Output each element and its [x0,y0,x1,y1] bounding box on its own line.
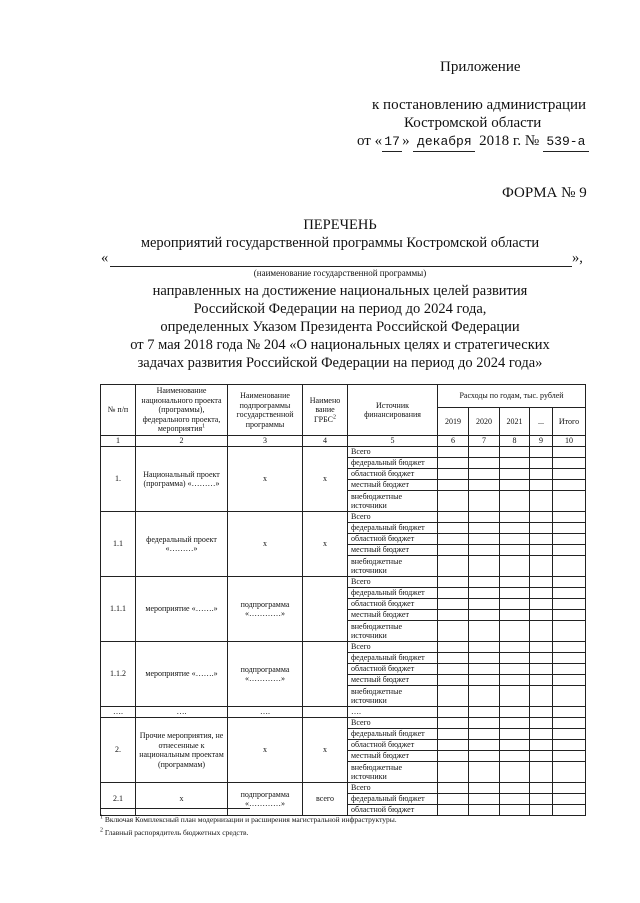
amount-cell [469,458,500,469]
amount-cell [500,718,530,729]
col-number: 4 [303,436,348,447]
col-number: 1 [101,436,136,447]
amount-cell [469,729,500,740]
amount-cell [530,447,553,458]
amount-cell [500,805,530,816]
footnote-separator [100,808,250,809]
amount-cell [530,729,553,740]
amount-cell [438,762,469,783]
amount-cell [438,621,469,642]
source-cell: Всего [348,718,438,729]
row-number: 1.1 [101,512,136,577]
amount-cell [500,762,530,783]
amount-cell [530,664,553,675]
source-cell: Всего [348,577,438,588]
region-line: Костромской области [404,115,542,131]
amount-cell [530,534,553,545]
row-name: Национальный проект (программа) «………» [136,447,228,512]
col-number: 2 [136,436,228,447]
amount-cell [553,610,586,621]
amount-cell [438,556,469,577]
footnote-2 [100,828,248,837]
program-caption: (наименование государственной программы) [253,268,427,278]
col-number: 9 [530,436,553,447]
amount-cell [500,783,530,794]
row-number: 2.1 [101,783,136,816]
footnote-1-mark: 1 [100,814,103,821]
row-subprogram: подпрограмма «…………» [228,783,303,816]
source-cell: Всего [348,512,438,523]
row-name: федеральный проект «………» [136,512,228,577]
row-name: мероприятие «…….» [136,642,228,707]
title-line5: определенных Указом Президента Российской Федерации [160,319,520,335]
amount-cell [530,523,553,534]
col-number: 6 [438,436,469,447]
amount-cell [530,599,553,610]
footnote-2-text: Главный распорядитель бюджетных средств. [104,828,249,837]
amount-cell [438,718,469,729]
amount-cell [530,762,553,783]
amount-cell [553,729,586,740]
ellipsis-cell: …. [136,707,228,718]
row-name: х [136,783,228,816]
amount-cell [530,707,553,718]
amount-cell [438,783,469,794]
amount-cell [530,556,553,577]
source-cell: местный бюджет [348,610,438,621]
date-day: 17 [382,133,402,152]
amount-cell [469,534,500,545]
amount-cell [553,599,586,610]
col-grbs-header-text: Наимено вание ГРБС [309,395,341,424]
resolution-date-line [357,132,589,152]
amount-cell [553,653,586,664]
row-grbs [303,642,348,707]
source-cell: федеральный бюджет [348,794,438,805]
footnote-1 [100,815,397,824]
row-subprogram: подпрограмма «…………» [228,642,303,707]
col-number: 5 [348,436,438,447]
source-cell: местный бюджет [348,675,438,686]
amount-cell [530,491,553,512]
amount-cell [500,794,530,805]
quote-close: », [572,250,583,266]
source-cell: местный бюджет [348,480,438,491]
row-grbs [303,577,348,642]
amount-cell [553,707,586,718]
amount-cell [500,707,530,718]
amount-cell [500,577,530,588]
amount-cell [438,469,469,480]
table-row [101,783,586,794]
amount-cell [469,675,500,686]
amount-cell [438,729,469,740]
program-name-blank [110,266,572,267]
expenses-header: Расходы по годам, тыс. рублей [438,385,586,408]
amount-cell [500,512,530,523]
amount-cell [469,610,500,621]
source-cell: внебюджетные источники [348,762,438,783]
amount-cell [530,545,553,556]
col-num-header: № п/п [101,385,136,436]
amount-cell [438,794,469,805]
amount-cell [469,480,500,491]
footnote-2-mark: 2 [100,827,103,834]
amount-cell [438,740,469,751]
amount-cell [469,642,500,653]
amount-cell [438,675,469,686]
source-cell: внебюджетные источники [348,491,438,512]
title-line2: мероприятий государственной программы Костромской области [140,235,540,251]
amount-cell [438,686,469,707]
amount-cell [553,664,586,675]
amount-cell [530,610,553,621]
date-prefix: от « [357,133,383,149]
table-row [101,718,586,729]
ellipsis-cell: …. [228,707,303,718]
source-cell: федеральный бюджет [348,653,438,664]
amount-cell [500,729,530,740]
amount-cell [530,718,553,729]
title-line6: от 7 мая 2018 года № 204 «О национальных целях и стратегических [130,337,550,353]
row-grbs: х [303,718,348,783]
row-grbs: х [303,512,348,577]
amount-cell [553,588,586,599]
amount-cell [469,545,500,556]
amount-cell [553,491,586,512]
amount-cell [500,556,530,577]
amount-cell [500,653,530,664]
quote-open: « [101,250,109,266]
amount-cell [469,740,500,751]
form-label: ФОРМА № 9 [502,185,587,201]
amount-cell [530,805,553,816]
amount-cell [438,588,469,599]
source-cell: областной бюджет [348,664,438,675]
amount-cell [469,783,500,794]
source-cell: Всего [348,642,438,653]
source-cell: областной бюджет [348,469,438,480]
amount-cell [469,512,500,523]
source-cell: внебюджетные источники [348,621,438,642]
row-number: 1.1.2 [101,642,136,707]
footnote-ref-1: 1 [202,423,206,430]
amount-cell [469,469,500,480]
amount-cell [469,751,500,762]
amount-cell [469,599,500,610]
amount-cell [553,783,586,794]
amount-cell [500,534,530,545]
amount-cell [500,642,530,653]
row-grbs: х [303,447,348,512]
amount-cell [500,469,530,480]
amount-cell [500,523,530,534]
amount-cell [553,740,586,751]
amount-cell [553,805,586,816]
resolution-line: к постановлению администрации [372,97,587,113]
year-2019: 2019 [438,408,469,436]
amount-cell [553,480,586,491]
source-cell: федеральный бюджет [348,458,438,469]
source-cell: областной бюджет [348,599,438,610]
amount-cell [553,469,586,480]
appendix-label: Приложение [440,59,521,75]
amount-cell [553,675,586,686]
amount-cell [438,707,469,718]
row-subprogram: х [228,447,303,512]
source-cell: федеральный бюджет [348,523,438,534]
amount-cell [530,675,553,686]
col-number: 7 [469,436,500,447]
amount-cell [438,577,469,588]
amount-cell [438,534,469,545]
amount-cell [469,621,500,642]
amount-cell [438,447,469,458]
amount-cell [553,512,586,523]
amount-cell [438,480,469,491]
source-cell: областной бюджет [348,805,438,816]
amount-cell [500,599,530,610]
amount-cell [438,491,469,512]
table-row [101,577,586,588]
amount-cell [500,447,530,458]
source-cell: местный бюджет [348,751,438,762]
amount-cell [553,447,586,458]
amount-cell [469,707,500,718]
source-cell: внебюджетные источники [348,686,438,707]
ellipsis-cell: …. [101,707,136,718]
footnote-1-text: Включая Комплексный план модернизации и расширения магистральной инфраструктуры. [104,815,397,824]
amount-cell [530,653,553,664]
amount-cell [530,588,553,599]
col-number: 8 [500,436,530,447]
amount-cell [469,762,500,783]
table-row [101,447,586,458]
source-cell: внебюджетные источники [348,556,438,577]
row-number: 1. [101,447,136,512]
amount-cell [530,621,553,642]
date-mid: » [402,133,410,149]
amount-cell [438,458,469,469]
amount-cell [500,675,530,686]
source-cell: федеральный бюджет [348,588,438,599]
amount-cell [553,642,586,653]
source-cell: областной бюджет [348,534,438,545]
table-row [101,642,586,653]
source-cell: Всего [348,783,438,794]
amount-cell [530,783,553,794]
total-header: Итого [553,408,586,436]
measures-table [100,384,586,816]
row-number: 1.1.1 [101,577,136,642]
amount-cell [500,545,530,556]
amount-cell [553,556,586,577]
amount-cell [438,545,469,556]
column-numbers-row [101,436,586,447]
amount-cell [530,740,553,751]
title-line7: задачах развития Российской Федерации на период до 2024 года» [137,355,543,371]
amount-cell [438,642,469,653]
amount-cell [469,577,500,588]
row-number: 2. [101,718,136,783]
amount-cell [500,610,530,621]
doc-title: ПЕРЕЧЕНЬ [303,217,377,233]
amount-cell [500,491,530,512]
row-name: мероприятие «…….» [136,577,228,642]
amount-cell [469,653,500,664]
amount-cell [553,523,586,534]
amount-cell [553,545,586,556]
amount-cell [530,686,553,707]
amount-cell [500,458,530,469]
amount-cell [530,480,553,491]
date-year: 2018 г. № [479,133,540,149]
amount-cell [469,805,500,816]
amount-cell [469,523,500,534]
amount-cell [438,523,469,534]
source-cell: местный бюджет [348,545,438,556]
amount-cell [438,664,469,675]
amount-cell [553,621,586,642]
title-line3: направленных на достижение национальных целей развития [152,283,528,299]
amount-cell [500,740,530,751]
source-cell: Всего [348,447,438,458]
ellipsis-row [101,707,586,718]
amount-cell [553,762,586,783]
empty-cell [303,707,348,718]
amount-cell [530,469,553,480]
year-more: ... [530,408,553,436]
title-line4: Российской Федерации на период до 2024 года, [193,301,487,317]
amount-cell [553,534,586,545]
source-cell: федеральный бюджет [348,729,438,740]
amount-cell [500,588,530,599]
source-cell: областной бюджет [348,740,438,751]
table-body [101,447,586,816]
amount-cell [438,751,469,762]
row-subprogram: подпрограмма «…………» [228,577,303,642]
amount-cell [469,718,500,729]
col-grbs-header [303,385,348,436]
amount-cell [553,686,586,707]
amount-cell [553,577,586,588]
amount-cell [530,458,553,469]
row-subprogram: х [228,512,303,577]
amount-cell [469,686,500,707]
amount-cell [469,491,500,512]
amount-cell [500,664,530,675]
row-grbs: всего [303,783,348,816]
col-subprogram-header: Наименование подпрограммы государственной программы [228,385,303,436]
amount-cell [438,512,469,523]
footnote-ref-2: 2 [332,414,336,421]
amount-cell [530,512,553,523]
col-source-header: Источник финансирования [348,385,438,436]
amount-cell [553,751,586,762]
amount-cell [553,794,586,805]
row-name: Прочие мероприятия, не отнесенные к национальным проектам (программам) [136,718,228,783]
amount-cell [469,794,500,805]
amount-cell [469,588,500,599]
amount-cell [500,751,530,762]
amount-cell [553,718,586,729]
amount-cell [500,686,530,707]
amount-cell [530,642,553,653]
amount-cell [500,480,530,491]
col-number: 10 [553,436,586,447]
amount-cell [469,664,500,675]
amount-cell [500,621,530,642]
amount-cell [469,447,500,458]
resolution-number: 539-а [543,133,589,152]
amount-cell [553,458,586,469]
amount-cell [530,577,553,588]
col-name-header-text: Наименование национального проекта (программы), федерального проекта, мероприятия [141,386,222,434]
header-row [101,385,586,408]
ellipsis-cell: …. [348,707,438,718]
col-name-header [136,385,228,436]
year-2021: 2021 [500,408,530,436]
row-subprogram: х [228,718,303,783]
amount-cell [530,794,553,805]
amount-cell [438,599,469,610]
amount-cell [438,653,469,664]
amount-cell [530,751,553,762]
table-row [101,512,586,523]
amount-cell [438,610,469,621]
amount-cell [438,805,469,816]
amount-cell [469,556,500,577]
col-number: 3 [228,436,303,447]
date-month: декабря [413,133,475,152]
year-2020: 2020 [469,408,500,436]
